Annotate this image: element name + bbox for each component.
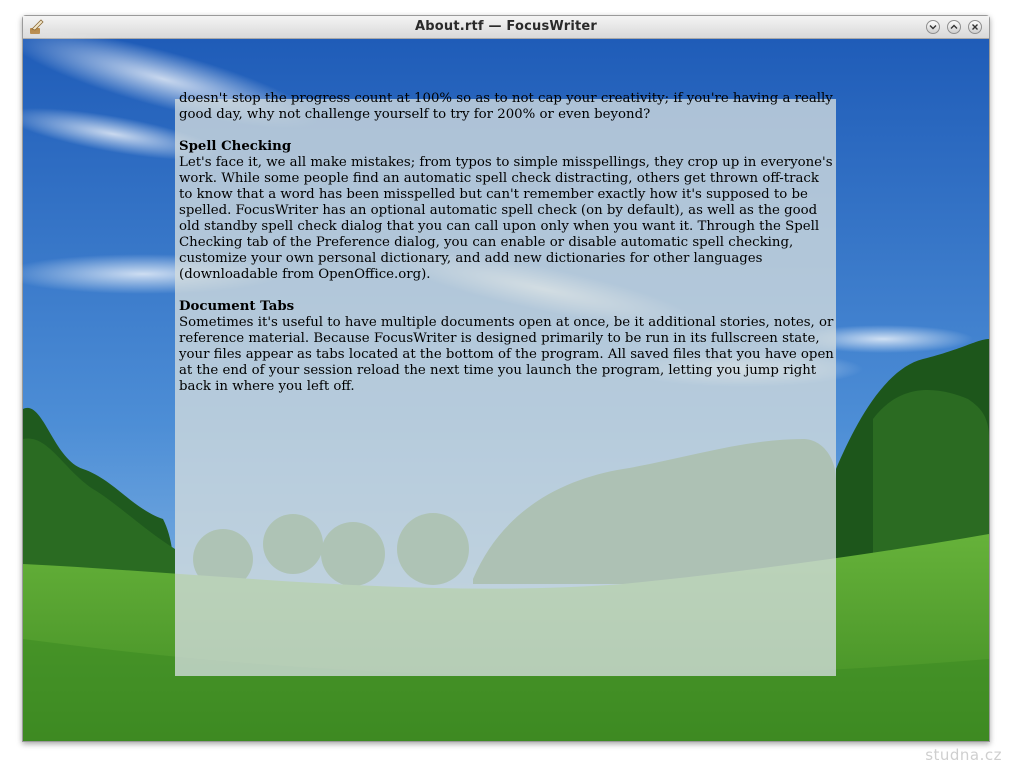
section-heading: Spell Checking: [179, 139, 292, 154]
maximize-icon: [950, 23, 958, 31]
document-text[interactable]: [179, 91, 835, 395]
section-heading: Document Tabs: [179, 299, 295, 314]
intro-line: good day, why not challenge yourself to try for 200% or even beyond?: [179, 107, 651, 122]
section-body: Let's face it, we all make mistakes; from typos to simple misspellings, they crop up in everyone's work. While some people find an automatic spell check distracting, others get thrown off-track to know that a word has been misspelled but can't remember exactly how it's supposed to be spelled. FocusWriter has an optional automatic spell check (on by default), as well as the good old standby spell check dialog that you can call upon only when you want it. Through the Spell Checking tab of the Preference dialog, you can enable or disable automatic spell checking, customize your own personal dictionary, and add new dictionaries for other languages (downloadable from OpenOffice.org).: [179, 155, 833, 282]
minimize-icon: [929, 23, 937, 31]
close-button[interactable]: [968, 20, 982, 34]
maximize-button[interactable]: [947, 20, 961, 34]
app-window: [22, 15, 990, 742]
document-page[interactable]: [175, 91, 836, 676]
watermark-text: studna.cz: [925, 746, 1002, 764]
background-image: [23, 39, 989, 741]
intro-line: doesn't stop the progress count at 100% so as to not cap your creativity; if you're having a really: [179, 91, 833, 106]
title-bar[interactable]: [23, 16, 989, 39]
close-icon: [971, 23, 979, 31]
minimize-button[interactable]: [926, 20, 940, 34]
window-title: About.rtf — FocusWriter: [414, 19, 598, 34]
section-body: Sometimes it's useful to have multiple documents open at once, be it additional stories, notes, or reference material. Because FocusWriter is designed primarily to be run in its fullscreen state, your files appear as tabs located at the bottom of the program. All saved files that you have open at the end of your session reload the next time you launch the program, letting you jump right back in where you left off.: [179, 315, 834, 394]
